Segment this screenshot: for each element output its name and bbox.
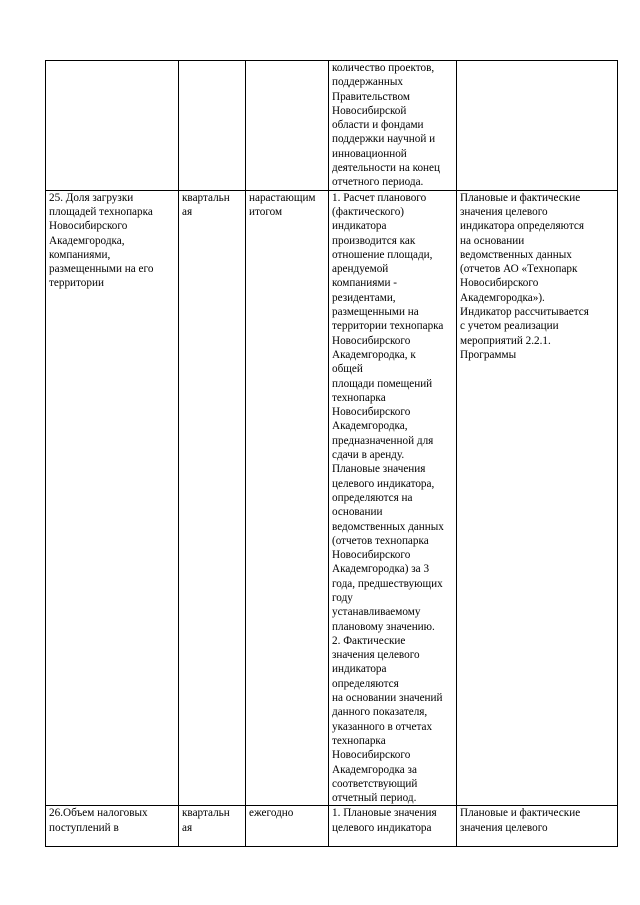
indicator-type-cell: [246, 61, 329, 191]
data-source-cell: Плановые и фактические значения целевого индикатора определяются на основании ведомственных данных (отчетов АО «Технопарк Новосибирского Академгородка»). Индикатор рассчитывается с учетом реализации мероприятий 2.2.1. Программы: [457, 190, 618, 806]
indicator-type-cell: ежегодно: [246, 806, 329, 847]
calculation-method-cell: количество проектов, поддержанных Правительством Новосибирской области и фондами поддержки научной и инновационной деятельности на конец отчетного периода.: [329, 61, 457, 191]
periodicity-cell: [179, 61, 246, 191]
calculation-method-cell: 1. Расчет планового (фактического) индикатора производится как отношение площади, арендуемой компаниями - резидентами, размещенными на территории технопарка Новосибирского Академгородка, к общей площади помещений технопарка Новосибирского Академгородка, предназначенной для сдачи в аренду. Плановые значения целевого индикатора, определяются на основании ведомственных данных (отчетов технопарка Новосибирского Академгородка) за 3 года, предшествующих году устанавливаемому плановому значению. 2. Фактические значения целевого индикатора определяются на основании значений данного показателя, указанного в отчетах технопарка Новосибирского Академгородка за соответствующий отчетный период.: [329, 190, 457, 806]
table-row: [46, 61, 618, 191]
indicator-name-cell: [46, 61, 179, 191]
indicator-name-cell: 26.Объем налоговых поступлений в: [46, 806, 179, 847]
table-row: [46, 806, 618, 847]
indicator-name-cell: 25. Доля загрузки площадей технопарка Новосибирского Академгородка, компаниями, размещенными на его территории: [46, 190, 179, 806]
table-row: [46, 190, 618, 806]
periodicity-cell: квартальн ая: [179, 806, 246, 847]
periodicity-cell: квартальн ая: [179, 190, 246, 806]
data-source-cell: Плановые и фактические значения целевого: [457, 806, 618, 847]
indicator-type-cell: нарастающим итогом: [246, 190, 329, 806]
indicator-table: [45, 60, 618, 847]
calculation-method-cell: 1. Плановые значения целевого индикатора: [329, 806, 457, 847]
data-source-cell: [457, 61, 618, 191]
